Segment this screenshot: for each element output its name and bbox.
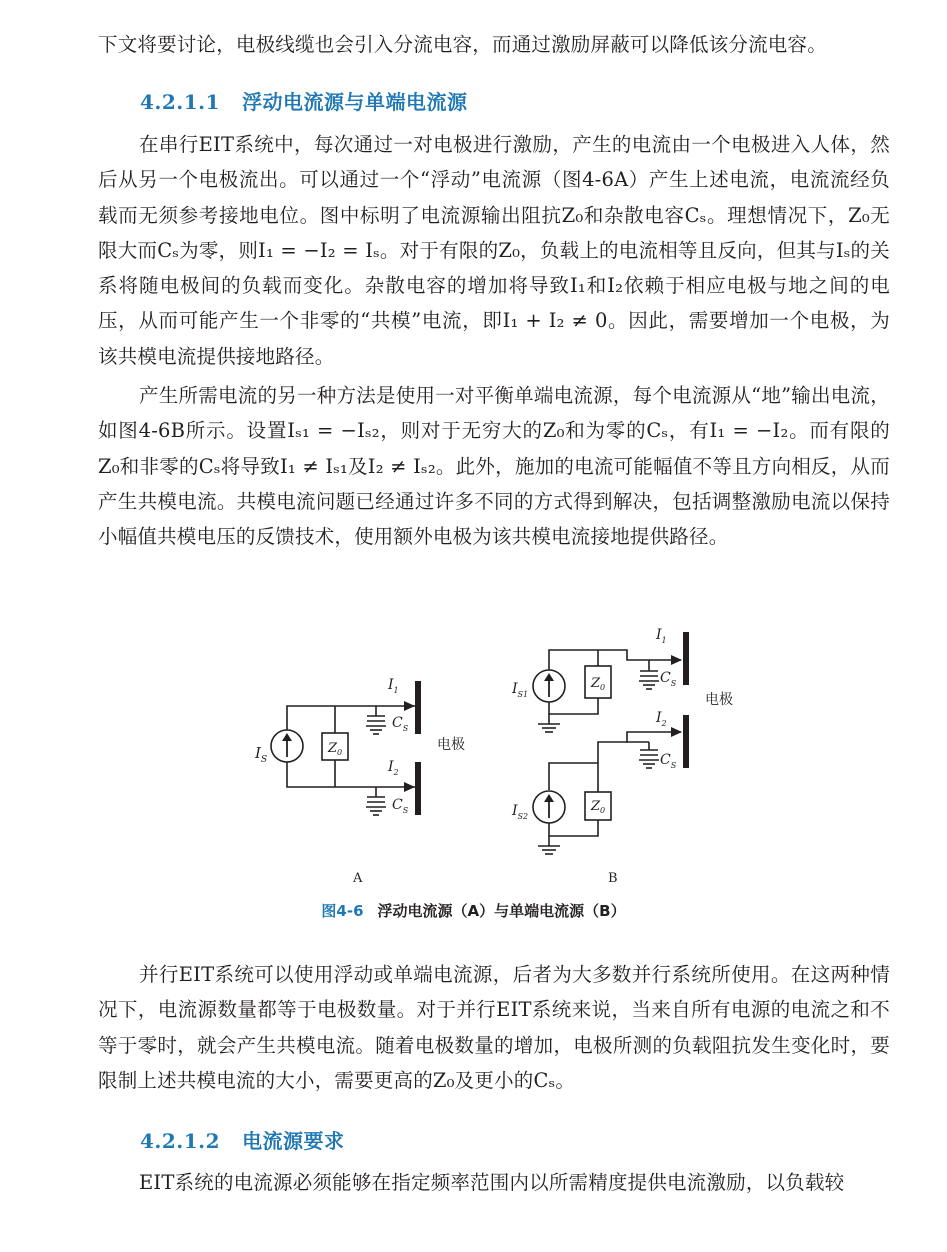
panel-a-cs-bottom-ground-icon xyxy=(366,797,386,815)
figure-caption-text: 浮动电流源（A）与单端电流源（B） xyxy=(377,902,626,920)
paragraph-parallel-eit: 并行EIT系统可以使用浮动或单端电流源，后者为大多数并行系统所使用。在这两种情况下，电流源数量都等于电极数量。对于并行EIT系统来说，当来自所有电源的电流之和不等于零时，就会产生共模电流。随着电极数量的增加，电极所测的负载阻抗发生变化时，要限制上述共模电流的大小，需要更高的Z₀及更小的Cₛ。 xyxy=(98,963,890,1092)
section-number: 4.2.1.1 xyxy=(140,90,221,114)
paragraph-intro: 下文将要讨论，电极线缆也会引入分流电容，而通过激励屏蔽可以降低该分流电容。 xyxy=(98,33,827,56)
section-title: 浮动电流源与单端电流源 xyxy=(242,90,468,114)
panel-a-is-label: $I_S$ xyxy=(255,744,268,765)
panel-a-electrode-label: 电极 xyxy=(437,737,465,753)
section-heading-4-2-1-1 xyxy=(140,86,468,115)
panel-b-cs2-label: $C_S$ xyxy=(660,752,677,770)
panel-b-source1-ground-icon xyxy=(538,724,560,732)
panel-b-z0-label-2: $Z_0$ xyxy=(591,799,606,815)
panel-b-cs1-label: $C_S$ xyxy=(660,670,677,688)
panel-a-z0-label: $Z_0$ xyxy=(328,741,343,757)
panel-a-electrode-top xyxy=(415,681,421,734)
panel-a-cs-top-ground-icon xyxy=(366,716,386,734)
panel-a-cs-top-label: $C_S$ xyxy=(392,715,409,733)
panel-b-electrode-label: 电极 xyxy=(705,692,733,708)
panel-b-z0-label-1: $Z_0$ xyxy=(591,676,606,692)
panel-a-current-source xyxy=(271,730,303,762)
section-number: 4.2.1.2 xyxy=(140,1129,221,1153)
panel-a-electrode-bottom xyxy=(415,762,421,815)
panel-a-cs-bottom-label: $C_S$ xyxy=(392,797,409,815)
figure-caption xyxy=(0,900,947,921)
panel-b-i1-label: $I_1$ xyxy=(656,627,667,645)
panel-a-i1-label: $I_1$ xyxy=(388,677,399,695)
section-heading-4-2-1-2 xyxy=(140,1125,345,1154)
panel-b-electrode-top xyxy=(683,632,689,685)
figure-4-6 xyxy=(0,615,947,900)
paragraph-single-ended: 产生所需电流的另一种方法是使用一对平衡单端电流源，每个电流源从“地”输出电流，如图4-6B所示。设置Iₛ₁ = −Iₛ₂，则对于无穷大的Z₀和为零的Cₛ，有I₁ = −I₂。而有限的Z₀和非零的Cₛ将导致I₁ ≠ Iₛ₁及I₂ ≠ Iₛ₂。此外，施加的电流可能幅值不等且方向相反，从而产生共模电流。共模电流问题已经通过许多不同的方式得到解决，包括调整激励电流以保持小幅值共模电压的反馈技术，使用额外电极为该共模电流接地提供路径。 xyxy=(98,384,890,549)
panel-b-electrode-bottom xyxy=(683,715,689,768)
panel-a-label: A xyxy=(353,871,363,886)
panel-b-current-source-1 xyxy=(533,670,565,702)
panel-b-source2-ground-icon xyxy=(538,846,560,854)
panel-b-i2-arrow-icon xyxy=(671,727,682,737)
panel-b-i2-label: $I_2$ xyxy=(656,710,667,728)
panel-b-wire-source2 xyxy=(549,732,681,836)
panel-b-current-source-2 xyxy=(533,791,565,823)
panel-b-cs2-ground-icon xyxy=(639,750,659,768)
paragraph-requirements: EIT系统的电流源必须能够在指定频率范围内以所需精度提供电流激励，以负载较 xyxy=(139,1171,845,1194)
panel-a-i2-label: $I_2$ xyxy=(388,759,399,777)
panel-a-i1-arrow-icon xyxy=(404,701,415,711)
panel-b-cs1-ground-icon xyxy=(639,671,659,689)
panel-b-wire-cs2 xyxy=(627,742,649,750)
paragraph-serial-eit: 在串行EIT系统中，每次通过一对电极进行激励，产生的电流由一个电极进入人体，然后从另一个电极流出。可以通过一个“浮动”电流源（图4-6A）产生上述电流，电流流经负载而无须参考接地电位。图中标明了电流源输出阻抗Z₀和杂散电容Cₛ。理想情况下，Z₀无限大而Cₛ为零，则I₁ = −I₂ = Iₛ。对于有限的Z₀，负载上的电流相等且反向，但其与Iₛ的关系将随电极间的负载而变化。杂散电容的增加将导致I₁和I₂依赖于相应电极与地之间的电压，从而可能产生一个非零的“共模”电流，即I₁ + I₂ ≠ 0。因此，需要增加一个电极，为该共模电流提供接地路径。 xyxy=(98,133,890,368)
panel-b-is1-label: $I_{S1}$ xyxy=(512,681,529,699)
panel-b-i1-arrow-icon xyxy=(671,655,682,665)
section-title: 电流源要求 xyxy=(242,1129,345,1153)
figure-number: 图4-6 xyxy=(321,902,364,920)
panel-a-i2-arrow-icon xyxy=(404,782,415,792)
panel-b-label: B xyxy=(608,871,618,886)
panel-b-is2-label: $I_{S2}$ xyxy=(512,803,529,821)
